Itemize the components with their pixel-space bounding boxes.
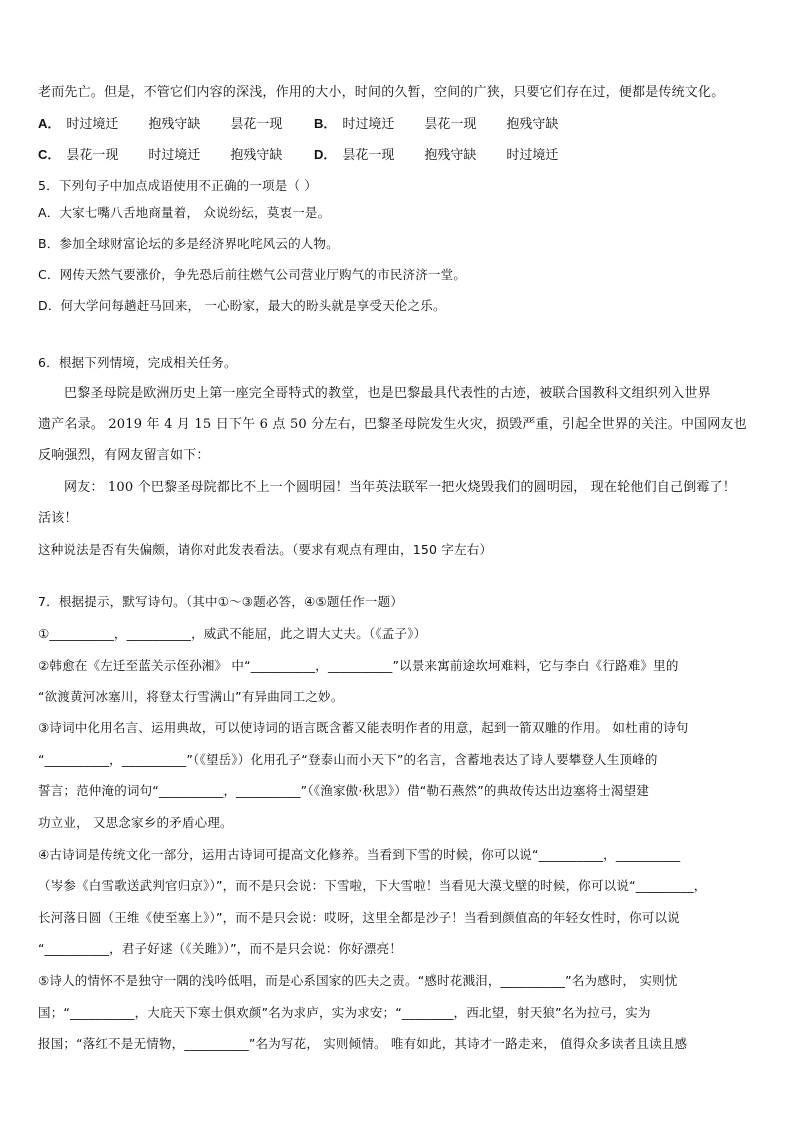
- q7-item-3: ③诗词中化用名言、运用典故，可以使诗词的语言既含蓄又能表明作者的用意，起到一箭双雕的作用。 如杜甫的诗句: [38, 720, 689, 735]
- q7-item-5-cont: 报国；“落红不是无情物，__________”名为写花， 实则倾情。 唯有如此，其诗才一路走来， 值得众多读者且读且感: [38, 1036, 688, 1051]
- option-word: 时过境迁: [342, 117, 395, 132]
- q7-item-5-cont: 国；“__________，大庇天下寒士俱欢颜”名为求庐，实为求安；“________，西北望，射天狼”名为拉弓，实为: [38, 1005, 651, 1020]
- q5-stem: 5．下列句子中加点成语使用不正确的一项是（ ）: [38, 178, 318, 193]
- q5-option-c[interactable]: C．网传天然气要涨价，争先恐后前往燃气公司营业厅购气的市民济济一堂。: [38, 267, 467, 282]
- option-word: 抱残守缺: [506, 117, 559, 132]
- q7-item-1: ①__________，__________，威武不能屈，此之谓大丈夫。（《孟子》）: [38, 626, 427, 641]
- option-word: 时过境迁: [148, 148, 201, 163]
- q4-option-c[interactable]: [38, 147, 312, 164]
- q7-item-2: ②韩愈在《左迁至蓝关示侄孙湘》 中“__________，__________”以景来寓前途坎坷难料，它与李白《行路难》里的: [38, 658, 679, 673]
- option-word: 抱残守缺: [424, 148, 477, 163]
- option-word: 昙花一现: [66, 148, 119, 163]
- option-word: 昙花一现: [342, 148, 395, 163]
- q6-passage-line: 遗产名录。 2019 年 4 月 15 日下午 6 点 50 分左右，巴黎圣母院发生火灾，损毁严重，引起全世界的关注。中国网友也: [38, 417, 747, 432]
- q6-passage-line: 巴黎圣母院是欧洲历史上第一座完全哥特式的教堂，也是巴黎最具代表性的古迹，被联合国教科文组织列入世界: [64, 386, 711, 401]
- q6-comment-line: 活该！: [38, 511, 78, 526]
- q5-option-d[interactable]: D．何大学问每趟赶马回来， 一心盼家，最大的盼头就是享受天伦之乐。: [38, 298, 446, 313]
- option-label: C．: [38, 147, 61, 162]
- q4-option-d[interactable]: [314, 147, 588, 164]
- q7-item-4: ④古诗词是传统文化一部分，运用古诗词可提高文化修养。当看到下雪的时候，你可以说“__________，__________: [38, 847, 681, 862]
- q7-item-3-cont: 功立业， 又思念家乡的矛盾心理。: [38, 815, 233, 830]
- q6-passage-line: 反响强烈，有网友留言如下：: [38, 448, 210, 463]
- option-label: D．: [314, 147, 337, 162]
- q6-task: 这种说法是否有失偏颇，请你对此发表看法。（要求有观点有理由，150 字左右）: [38, 542, 493, 557]
- q7-item-4-cont: （岑参《白雪歌送武判官归京》）”，而不是只会说：下雪啦，下大雪啦！当看见大漠戈壁的时候，你可以说“_________，: [38, 878, 707, 893]
- q7-item-2-cont: “欲渡黄河冰塞川，将登太行雪满山”有异曲同工之妙。: [38, 689, 344, 704]
- q5-option-b[interactable]: B．参加全球财富论坛的多是经济界叱咤风云的人物。: [38, 236, 339, 251]
- intro-line: 老而先亡。但是，不管它们内容的深浅，作用的大小，时间的久暂，空间的广狭，只要它们存在过，便都是传统文化。: [38, 85, 725, 100]
- q7-item-4-cont: 长河落日圆（王维《使至塞上》）”，而不是只会说：哎呀，这里全都是沙子！当看到颜值高的年轻女性时，你可以说: [38, 910, 680, 925]
- option-label: B．: [314, 116, 337, 131]
- q7-stem: 7．根据提示，默写诗句。（其中①～③题必答，④⑤题任作一题）: [38, 594, 404, 609]
- option-word: 昙花一现: [424, 117, 477, 132]
- option-word: 抱残守缺: [148, 117, 201, 132]
- q5-option-a[interactable]: A．大家七嘴八舌地商量着， 众说纷纭，莫衷一是。: [38, 205, 331, 220]
- q4-option-b[interactable]: [314, 116, 588, 133]
- q7-item-3-cont: 誓言；范仲淹的词句“__________，__________”（《渔家傲·秋思》）借“勒石燕然”的典故传达出边塞将士渴望建: [38, 783, 650, 798]
- q6-comment-line: 网友： 100 个巴黎圣母院都比不上一个圆明园！当年英法联军一把火烧毁我们的圆明园， 现在轮他们自己倒霉了！: [64, 480, 737, 495]
- q7-item-3-cont: “__________，__________”（《望岳》）化用孔子“登泰山而小天下”的名言，含蓄地表达了诗人要攀登人生顶峰的: [38, 752, 658, 767]
- q6-stem: 6．根据下列情境，完成相关任务。: [38, 355, 237, 370]
- option-word: 时过境迁: [506, 148, 559, 163]
- option-word: 抱残守缺: [230, 148, 283, 163]
- q7-item-5: ⑤诗人的情怀不是独守一隅的浅吟低唱，而是心系国家的匹夫之责。“感时花溅泪，__________”名为感时， 实则忧: [38, 973, 678, 988]
- option-word: 昙花一现: [230, 117, 283, 132]
- option-word: 时过境迁: [66, 117, 119, 132]
- q4-option-a[interactable]: [38, 116, 312, 133]
- option-label: A．: [38, 116, 61, 131]
- q7-item-4-cont: “__________，君子好逑（《关雎》）”，而不是只会说：你好漂亮！: [38, 941, 402, 956]
